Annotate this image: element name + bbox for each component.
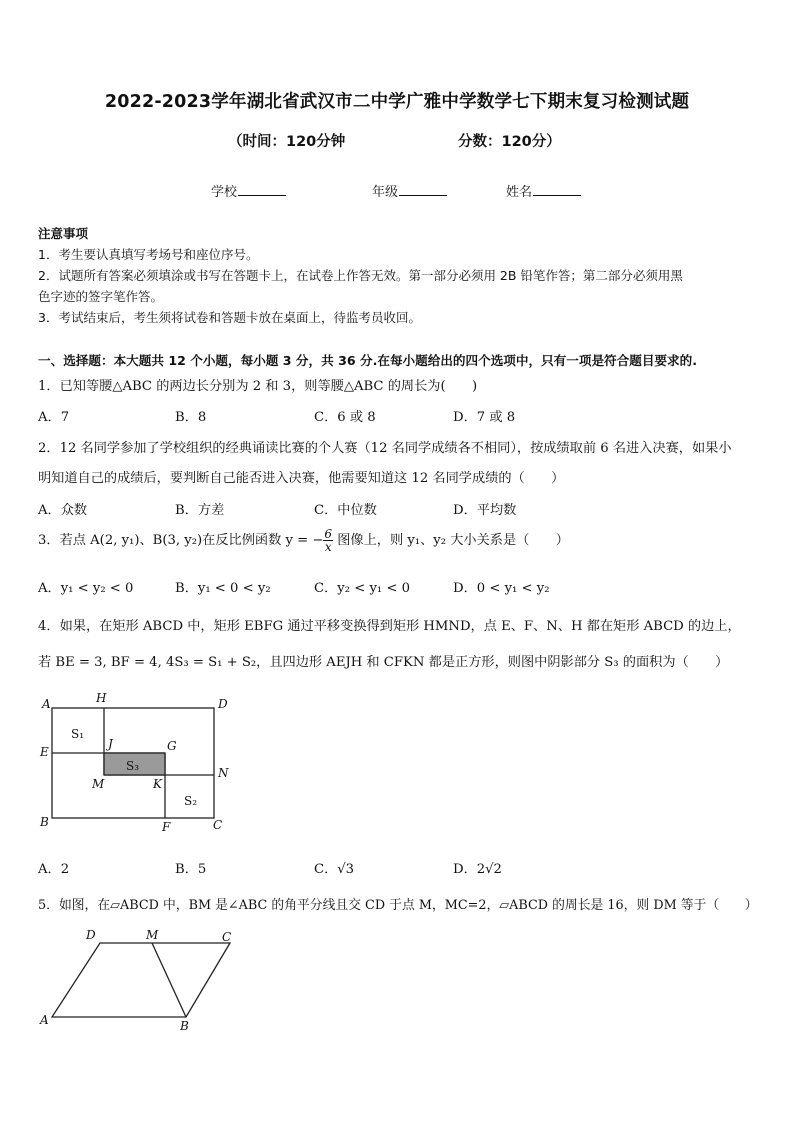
school-blank[interactable] (238, 183, 286, 196)
q4-option-d[interactable]: D．2√2 (453, 862, 502, 877)
label-g: G (167, 739, 177, 753)
label-a: A (42, 697, 51, 711)
label-n: N (218, 766, 229, 780)
label-m: M (92, 777, 105, 791)
parallelogram-abcd (52, 943, 230, 1017)
q1-stem: 1．已知等腰△ABC 的两边长分别为 2 和 3，则等腰△ABC 的周长为( ) (38, 379, 478, 394)
label-d5: D (86, 928, 96, 942)
q5-figure (34, 926, 254, 1036)
q2-stem-line2: 明知道自己的成绩后，要判断自己能否进入决赛，他需要知道这 12 名同学成绩的（ ） (38, 471, 565, 486)
note-2b: 色字迹的签字笔作答。 (38, 289, 164, 304)
q1-option-a[interactable]: A．7 (38, 410, 70, 425)
q3-fraction-num: 6 (324, 527, 333, 541)
label-a5: A (40, 1013, 49, 1027)
page-title: 2022-2023学年湖北省武汉市二中学广雅中学数学七下期末复习检测试题 (104, 92, 690, 112)
name-field (506, 181, 581, 200)
q3-stem-post: 图像上，则 y₁、y₂ 大小关系是（ ） (333, 533, 569, 548)
school-field (211, 181, 286, 200)
q3-fraction-den: x (324, 540, 332, 554)
name-label: 姓名 (506, 185, 533, 200)
q3-option-c[interactable]: C．y₂ < y₁ < 0 (314, 581, 411, 596)
q4-option-a[interactable]: A．2 (38, 862, 70, 877)
label-k: K (153, 777, 162, 791)
q3-option-d[interactable]: D．0 < y₁ < y₂ (453, 581, 550, 596)
time-label: （时间：120分钟 (228, 134, 346, 150)
label-j: J (108, 737, 113, 751)
q1-option-b[interactable]: B．8 (175, 410, 207, 425)
q2-option-a[interactable]: A．众数 (38, 503, 88, 518)
label-h: H (96, 691, 107, 705)
q2-option-c[interactable]: C．中位数 (314, 503, 377, 518)
q3-stem (38, 528, 569, 553)
q3-stem-pre: 3．若点 A(2, y₁)、B(3, y₂)在反比例函数 y = − (38, 533, 324, 548)
q3-option-b[interactable]: B．y₁ < 0 < y₂ (175, 581, 271, 596)
score-label: 分数：120分） (458, 134, 561, 150)
grade-label: 年级 (372, 185, 399, 200)
q4-stem-line2: 若 BE = 3, BF = 4, 4S₃ = S₁ + S₂，且四边形 AEJH 和 CFKN 都是正方形，则图中阴影部分 S₃ 的面积为（ ） (38, 655, 729, 670)
note-2a: 2．试题所有答案必须填涂或书写在答题卡上，在试卷上作答无效。第一部分必须用 2B 铅笔作答；第二部分必须用黑 (38, 268, 683, 283)
q4-option-b[interactable]: B．5 (175, 862, 207, 877)
label-c5: C (222, 930, 232, 944)
note-3: 3．考试结束后，考生须将试卷和答题卡放在桌面上，待监考员收回。 (38, 310, 421, 325)
grade-field (372, 181, 447, 200)
label-b5: B (180, 1019, 189, 1033)
q4-option-c[interactable]: C．√3 (314, 862, 355, 877)
q3-fraction (323, 528, 333, 553)
q1-option-d[interactable]: D．7 或 8 (453, 410, 516, 425)
school-label: 学校 (211, 185, 238, 200)
label-f: F (162, 820, 171, 834)
note-1: 1．考生要认真填写考场号和座位序号。 (38, 247, 259, 262)
q3-option-a[interactable]: A．y₁ < y₂ < 0 (38, 581, 134, 596)
label-e: E (40, 745, 49, 759)
label-s2: S₂ (184, 794, 198, 808)
q4-stem-line1: 4．如果，在矩形 ABCD 中，矩形 EBFG 通过平移变换得到矩形 HMND，点 E、F、N、H 都在矩形 ABCD 的边上， (38, 619, 741, 634)
q5-stem: 5．如图，在▱ABCD 中，BM 是∠ABC 的角平分线且交 CD 于点 M，MC=2，▱ABCD 的周长是 16，则 DM 等于（ ） (38, 898, 758, 913)
section-heading: 一、选择题：本大题共 12 个小题，每小题 3 分，共 36 分.在每小题给出的四个选项中，只有一项是符合题目要求的. (38, 353, 698, 368)
line-bm (152, 943, 186, 1017)
label-c: C (213, 818, 223, 832)
q2-stem-line1: 2．12 名同学参加了学校组织的经典诵读比赛的个人赛（12 名同学成绩各不相同），按成绩取前 6 名进入决赛，如果小 (38, 441, 732, 456)
label-b: B (40, 815, 49, 829)
notes-heading: 注意事项 (38, 226, 89, 241)
q1-option-c[interactable]: C．6 或 8 (314, 410, 376, 425)
label-s1: S₁ (71, 727, 85, 741)
q4-figure (34, 690, 244, 840)
name-blank[interactable] (533, 183, 581, 196)
label-m5: M (146, 928, 159, 942)
q2-option-b[interactable]: B．方差 (175, 503, 225, 518)
q2-option-d[interactable]: D．平均数 (453, 503, 517, 518)
label-d: D (218, 697, 228, 711)
grade-blank[interactable] (399, 183, 447, 196)
label-s3: S₃ (126, 759, 140, 773)
